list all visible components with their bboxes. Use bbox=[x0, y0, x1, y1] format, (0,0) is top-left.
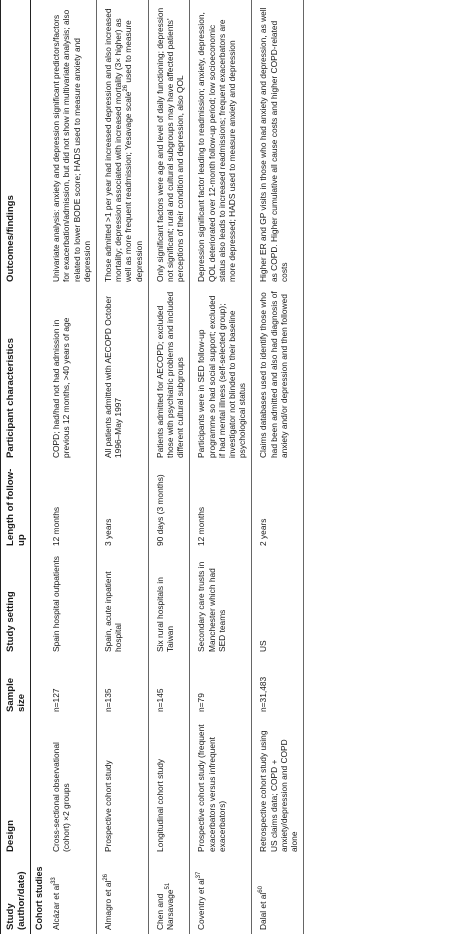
header-participants: Participant characteristics bbox=[1, 286, 31, 462]
cell-outcomes: Depression significant factor leading to readmission; anxiety, depression, QOL deteriorated over 12-month follow-up period; low socioeconomic status also leads to increased readmissions; frequent exacerbators are more depressed; HADS used to measure anxiety and depression bbox=[190, 0, 252, 286]
table-row bbox=[190, 0, 252, 934]
cell-setting: Spain hospital outpatients bbox=[45, 550, 96, 656]
cell-follow-up: 3 years bbox=[97, 462, 149, 550]
cell-sample-size: n=135 bbox=[97, 656, 149, 716]
study-name: Coventry et al bbox=[196, 878, 207, 930]
cell-follow-up: 2 years bbox=[252, 462, 304, 550]
cell-study bbox=[45, 856, 96, 934]
table-row bbox=[45, 0, 96, 934]
ref-number: 26 bbox=[103, 873, 110, 881]
cell-study bbox=[190, 856, 252, 934]
cell-design: Prospective cohort study bbox=[97, 716, 149, 856]
cell-setting: Six rural hospitals in Taiwan bbox=[148, 550, 190, 656]
cell-follow-up: 12 months bbox=[45, 462, 96, 550]
cell-sample-size: n=79 bbox=[190, 656, 252, 716]
cell-design: Retrospective cohort study using US claims data; COPD + anxiety/depression and COPD alone bbox=[252, 716, 304, 856]
table-header-row bbox=[1, 0, 31, 934]
cell-follow-up: 12 months bbox=[190, 462, 252, 550]
outcomes-text-tail: used to measure depression bbox=[123, 20, 144, 282]
ref-number: 33 bbox=[51, 877, 58, 884]
header-sample-size: Sample size bbox=[1, 656, 31, 716]
ref-number: 60 bbox=[258, 886, 265, 893]
outcomes-text: Those admitted >1 per year had increased depression and also increased mortality; depression associated with increased mortality (3× higher) as well as more frequent readmission; Yesavage scale bbox=[103, 8, 134, 282]
header-study: Study (author/date) bbox=[1, 856, 31, 934]
cell-design: Cross-sectional observational (cohort) ×2 groups bbox=[45, 716, 96, 856]
ref-number: 26 bbox=[123, 84, 130, 92]
header-follow-up: Length of follow-up bbox=[1, 462, 31, 550]
cell-design: Longitudinal cohort study bbox=[148, 716, 190, 856]
cell-setting: Spain, acute inpatient hospital bbox=[97, 550, 149, 656]
cell-outcomes bbox=[97, 0, 149, 286]
cell-participants: Patients admitted for AECOPD; excluded those with psychiatric problems and included different cultural subgroups bbox=[148, 286, 190, 462]
table-row bbox=[252, 0, 304, 934]
cell-design: Prospective cohort study (frequent exacerbators versus infrequent exacerbators) bbox=[190, 716, 252, 856]
study-name: Dalal et al bbox=[258, 892, 269, 930]
cell-sample-size: n=145 bbox=[148, 656, 190, 716]
cell-participants: Claims databases used to identify those who had been admitted and also had diagnosis of anxiety and/or depression and then followed bbox=[252, 286, 304, 462]
header-setting: Study setting bbox=[1, 550, 31, 656]
cell-sample-size: n=31,483 bbox=[252, 656, 304, 716]
study-name: Almagro et al bbox=[103, 880, 114, 930]
table-row bbox=[148, 0, 190, 934]
cell-outcomes: Only significant factors were age and level of daily functioning; depression not significant; rural and cultural subgroups may have affected patients' perceptions of their condition and depression, also QOL bbox=[148, 0, 190, 286]
ref-number: 37 bbox=[196, 871, 203, 879]
cell-study bbox=[252, 856, 304, 934]
cell-study bbox=[97, 856, 149, 934]
header-outcomes: Outcomes/findings bbox=[1, 0, 31, 286]
cell-outcomes: Higher ER and GP visits in those who had anxiety and depression, as well as COPD. Higher cumulative all cause costs and higher COPD-related costs bbox=[252, 0, 304, 286]
section-row bbox=[31, 0, 46, 934]
cell-sample-size: n=127 bbox=[45, 656, 96, 716]
cell-setting: Secondary care trusts in Manchester which had SED teams bbox=[190, 550, 252, 656]
cell-follow-up: 90 days (3 months) bbox=[148, 462, 190, 550]
cell-participants: All patients admitted with AECOPD October 1996–May 1997 bbox=[97, 286, 149, 462]
cell-outcomes: Univariate analysis: anxiety and depression significant predictors/factors for exacerbation/admission, but did not show in multivariate analysis; also related to lower BODE score; HADS used to measure anxiety and depression bbox=[45, 0, 96, 286]
cell-participants: COPD; had/had not had admission in previous 12 months, >40 years of age bbox=[45, 286, 96, 462]
cell-setting: US bbox=[252, 550, 304, 656]
ref-number: 51 bbox=[165, 882, 172, 890]
section-label: Cohort studies bbox=[34, 866, 44, 930]
cell-study bbox=[148, 856, 190, 934]
header-design: Design bbox=[1, 716, 31, 856]
cell-participants: Participants were in SED follow-up programme so had social support; excluded if had mental illness (self-selected group); investigator not blinded to their baseline psychological status bbox=[190, 286, 252, 462]
study-name: Alcázar et al bbox=[51, 883, 62, 930]
study-name: Chen and Narsavage bbox=[154, 889, 176, 930]
table-row bbox=[97, 0, 149, 934]
